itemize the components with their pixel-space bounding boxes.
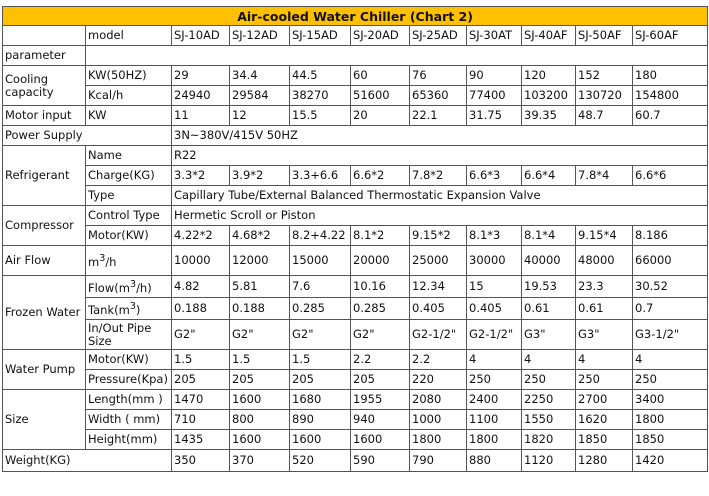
table-row (3, 410, 708, 430)
value-cell: 152 (576, 66, 633, 86)
value-cell: 800 (230, 410, 290, 430)
value-cell: 2250 (522, 390, 576, 410)
unit-label: Motor(KW) (86, 226, 172, 246)
value-cell: 370 (230, 450, 290, 472)
value-cell: 1100 (467, 410, 522, 430)
table-row (3, 246, 708, 276)
row-group-label: Water Pump (3, 350, 86, 390)
value-cell: 103200 (522, 86, 576, 106)
table-title: Air-cooled Water Chiller (Chart 2) (3, 7, 708, 26)
value-cell: G2" (172, 320, 230, 350)
value-cell: 77400 (467, 86, 522, 106)
chiller-spec-table (2, 6, 708, 472)
table-row (3, 320, 708, 350)
table-row (3, 186, 708, 206)
value-cell: 1.5 (230, 350, 290, 370)
model-name: SJ-15AD (290, 26, 351, 46)
row-group-label: Refrigerant (3, 146, 86, 206)
model-name: SJ-40AF (522, 26, 576, 46)
value-cell: 1600 (290, 430, 351, 450)
value-cell: 15 (467, 276, 522, 298)
table-row (3, 450, 708, 472)
value-cell: G2-1/2" (467, 320, 522, 350)
row-group-label: Motor input (3, 106, 86, 126)
value-cell: 154800 (633, 86, 708, 106)
value-cell: 6.6*2 (351, 166, 410, 186)
value-cell: 12 (230, 106, 290, 126)
corner-blank (3, 26, 86, 46)
value-cell: 940 (351, 410, 410, 430)
value-cell: 7.8*2 (410, 166, 467, 186)
value-cell: 1680 (290, 390, 351, 410)
value-cell: 1420 (633, 450, 708, 472)
unit-label: Width ( mm) (86, 410, 172, 430)
value-cell: 1850 (633, 430, 708, 450)
value-cell: 48.7 (576, 106, 633, 126)
table-row (3, 126, 708, 146)
value-cell: 1280 (576, 450, 633, 472)
value-cell: 9.15*4 (576, 226, 633, 246)
parameter-blank (86, 46, 708, 66)
value-cell: 3.3*2 (172, 166, 230, 186)
value-cell: 11 (172, 106, 230, 126)
row-group-label: Frozen Water (3, 276, 86, 350)
value-cell: 6.6*3 (467, 166, 522, 186)
value-cell: 0.405 (410, 298, 467, 320)
value-cell: 51600 (351, 86, 410, 106)
value-cell: 19.53 (522, 276, 576, 298)
value-cell: 2400 (467, 390, 522, 410)
value-cell: 3400 (633, 390, 708, 410)
unit-label: Type (86, 186, 172, 206)
unit-label: Control Type (86, 206, 172, 226)
table-row (3, 430, 708, 450)
value-cell: 34.4 (230, 66, 290, 86)
chiller-spec-table-wrapper (2, 6, 707, 472)
value-cell: 880 (467, 450, 522, 472)
value-cell: 8.1*4 (522, 226, 576, 246)
value-cell: 39.35 (522, 106, 576, 126)
value-cell: 23.3 (576, 276, 633, 298)
value-cell: 9.15*2 (410, 226, 467, 246)
value-cell: 0.405 (467, 298, 522, 320)
value-cell: 15.5 (290, 106, 351, 126)
table-row (3, 298, 708, 320)
value-cell: 7.6 (290, 276, 351, 298)
power-supply-value: 3N~380V/415V 50HZ (172, 126, 708, 146)
value-cell: 66000 (633, 246, 708, 276)
table-row (3, 106, 708, 126)
value-cell: 3.9*2 (230, 166, 290, 186)
value-cell: G2" (290, 320, 351, 350)
model-name: SJ-20AD (351, 26, 410, 46)
value-cell: 205 (230, 370, 290, 390)
value-cell: 4.68*2 (230, 226, 290, 246)
unit-label: Name (86, 146, 172, 166)
refrigerant-type-value: Capillary Tube/External Balanced Thermostatic Expansion Valve (172, 186, 708, 206)
unit-label: Kcal/h (86, 86, 172, 106)
value-cell: 2700 (576, 390, 633, 410)
value-cell: 590 (351, 450, 410, 472)
value-cell: 60.7 (633, 106, 708, 126)
value-cell: 1000 (410, 410, 467, 430)
value-cell: 40000 (522, 246, 576, 276)
value-cell: 10000 (172, 246, 230, 276)
unit-label: KW(50HZ) (86, 66, 172, 86)
table-row (3, 370, 708, 390)
value-cell: 1800 (633, 410, 708, 430)
value-cell: 8.186 (633, 226, 708, 246)
value-cell: 130720 (576, 86, 633, 106)
value-cell: 76 (410, 66, 467, 86)
value-cell: 4.22*2 (172, 226, 230, 246)
value-cell: G3" (576, 320, 633, 350)
model-name: SJ-12AD (230, 26, 290, 46)
value-cell: 890 (290, 410, 351, 430)
value-cell: 120 (522, 66, 576, 86)
value-cell: 1.5 (290, 350, 351, 370)
unit-label: In/Out Pipe Size (86, 320, 172, 350)
compressor-control-value: Hermetic Scroll or Piston (172, 206, 708, 226)
value-cell: 30.52 (633, 276, 708, 298)
row-group-label: Cooling capacity (3, 66, 86, 106)
value-cell: 12000 (230, 246, 290, 276)
unit-label: Charge(KG) (86, 166, 172, 186)
model-name: SJ-25AD (410, 26, 467, 46)
value-cell: 7.8*4 (576, 166, 633, 186)
row-group-label: Compressor (3, 206, 86, 246)
row-group-label: Size (3, 390, 86, 450)
value-cell: 220 (410, 370, 467, 390)
value-cell: 205 (351, 370, 410, 390)
value-cell: 2080 (410, 390, 467, 410)
value-cell: 2.2 (410, 350, 467, 370)
model-name: SJ-60AF (633, 26, 708, 46)
value-cell: 20000 (351, 246, 410, 276)
unit-label: Pressure(Kpa) (86, 370, 172, 390)
value-cell: 1820 (522, 430, 576, 450)
value-cell: 90 (467, 66, 522, 86)
model-label: model (86, 26, 172, 46)
value-cell: 0.188 (230, 298, 290, 320)
value-cell: 1620 (576, 410, 633, 430)
value-cell: 48000 (576, 246, 633, 276)
unit-label: $m^3/h$ (86, 246, 172, 276)
value-cell: 20 (351, 106, 410, 126)
value-cell: 4 (576, 350, 633, 370)
value-cell: 1600 (351, 430, 410, 450)
value-cell: 4 (633, 350, 708, 370)
value-cell: 0.285 (290, 298, 351, 320)
unit-label: $Tank(m^3)$ (86, 298, 172, 320)
model-name: SJ-30AT (467, 26, 522, 46)
unit-label: Length(mm ) (86, 390, 172, 410)
value-cell: 250 (576, 370, 633, 390)
value-cell: 29584 (230, 86, 290, 106)
parameter-label: parameter (3, 46, 86, 66)
value-cell: 710 (172, 410, 230, 430)
table-row (3, 206, 708, 226)
value-cell: 1600 (230, 430, 290, 450)
value-cell: G3" (522, 320, 576, 350)
value-cell: 180 (633, 66, 708, 86)
value-cell: 65360 (410, 86, 467, 106)
value-cell: G2" (230, 320, 290, 350)
value-cell: 10.16 (351, 276, 410, 298)
refrigerant-name-value: R22 (172, 146, 708, 166)
unit-label: Motor(KW) (86, 350, 172, 370)
value-cell: 6.6*4 (522, 166, 576, 186)
value-cell: 0.285 (351, 298, 410, 320)
table-row (3, 146, 708, 166)
value-cell: 8.1*2 (351, 226, 410, 246)
value-cell: 1800 (467, 430, 522, 450)
value-cell: 31.75 (467, 106, 522, 126)
value-cell: 4.82 (172, 276, 230, 298)
value-cell: 22.1 (410, 106, 467, 126)
value-cell: 250 (633, 370, 708, 390)
value-cell: 8.2+4.22 (290, 226, 351, 246)
value-cell: 60 (351, 66, 410, 86)
value-cell: 1600 (230, 390, 290, 410)
value-cell: 0.61 (576, 298, 633, 320)
value-cell: 44.5 (290, 66, 351, 86)
value-cell: 250 (522, 370, 576, 390)
table-row (3, 226, 708, 246)
value-cell: 1550 (522, 410, 576, 430)
value-cell: 205 (290, 370, 351, 390)
value-cell: 30000 (467, 246, 522, 276)
value-cell: 12.34 (410, 276, 467, 298)
value-cell: 24940 (172, 86, 230, 106)
value-cell: 15000 (290, 246, 351, 276)
table-row (3, 166, 708, 186)
value-cell: 0.188 (172, 298, 230, 320)
value-cell: 790 (410, 450, 467, 472)
value-cell: 1.5 (172, 350, 230, 370)
value-cell: 3.3+6.6 (290, 166, 351, 186)
value-cell: 1120 (522, 450, 576, 472)
value-cell: 2.2 (351, 350, 410, 370)
value-cell: 250 (467, 370, 522, 390)
value-cell: G2-1/2" (410, 320, 467, 350)
model-name: SJ-10AD (172, 26, 230, 46)
row-group-label: Air Flow (3, 246, 86, 276)
value-cell: 520 (290, 450, 351, 472)
table-row (3, 350, 708, 370)
value-cell: 6.6*6 (633, 166, 708, 186)
row-group-label: Weight(KG) (3, 450, 172, 472)
value-cell: 1435 (172, 430, 230, 450)
value-cell: 4 (522, 350, 576, 370)
table-row (3, 86, 708, 106)
value-cell: 25000 (410, 246, 467, 276)
table-row (3, 276, 708, 298)
value-cell: 1470 (172, 390, 230, 410)
value-cell: G3-1/2" (633, 320, 708, 350)
value-cell: 0.61 (522, 298, 576, 320)
unit-label: $Flow(m^3/h)$ (86, 276, 172, 298)
value-cell: 1850 (576, 430, 633, 450)
value-cell: 29 (172, 66, 230, 86)
value-cell: 5.81 (230, 276, 290, 298)
value-cell: 4 (467, 350, 522, 370)
value-cell: 1955 (351, 390, 410, 410)
value-cell: G2" (351, 320, 410, 350)
value-cell: 8.1*3 (467, 226, 522, 246)
unit-label: Height(mm) (86, 430, 172, 450)
value-cell: 38270 (290, 86, 351, 106)
unit-label: KW (86, 106, 172, 126)
model-name: SJ-50AF (576, 26, 633, 46)
row-group-label: Power Supply (3, 126, 172, 146)
table-row (3, 66, 708, 86)
value-cell: 350 (172, 450, 230, 472)
value-cell: 0.7 (633, 298, 708, 320)
table-row (3, 390, 708, 410)
value-cell: 1800 (410, 430, 467, 450)
value-cell: 205 (172, 370, 230, 390)
